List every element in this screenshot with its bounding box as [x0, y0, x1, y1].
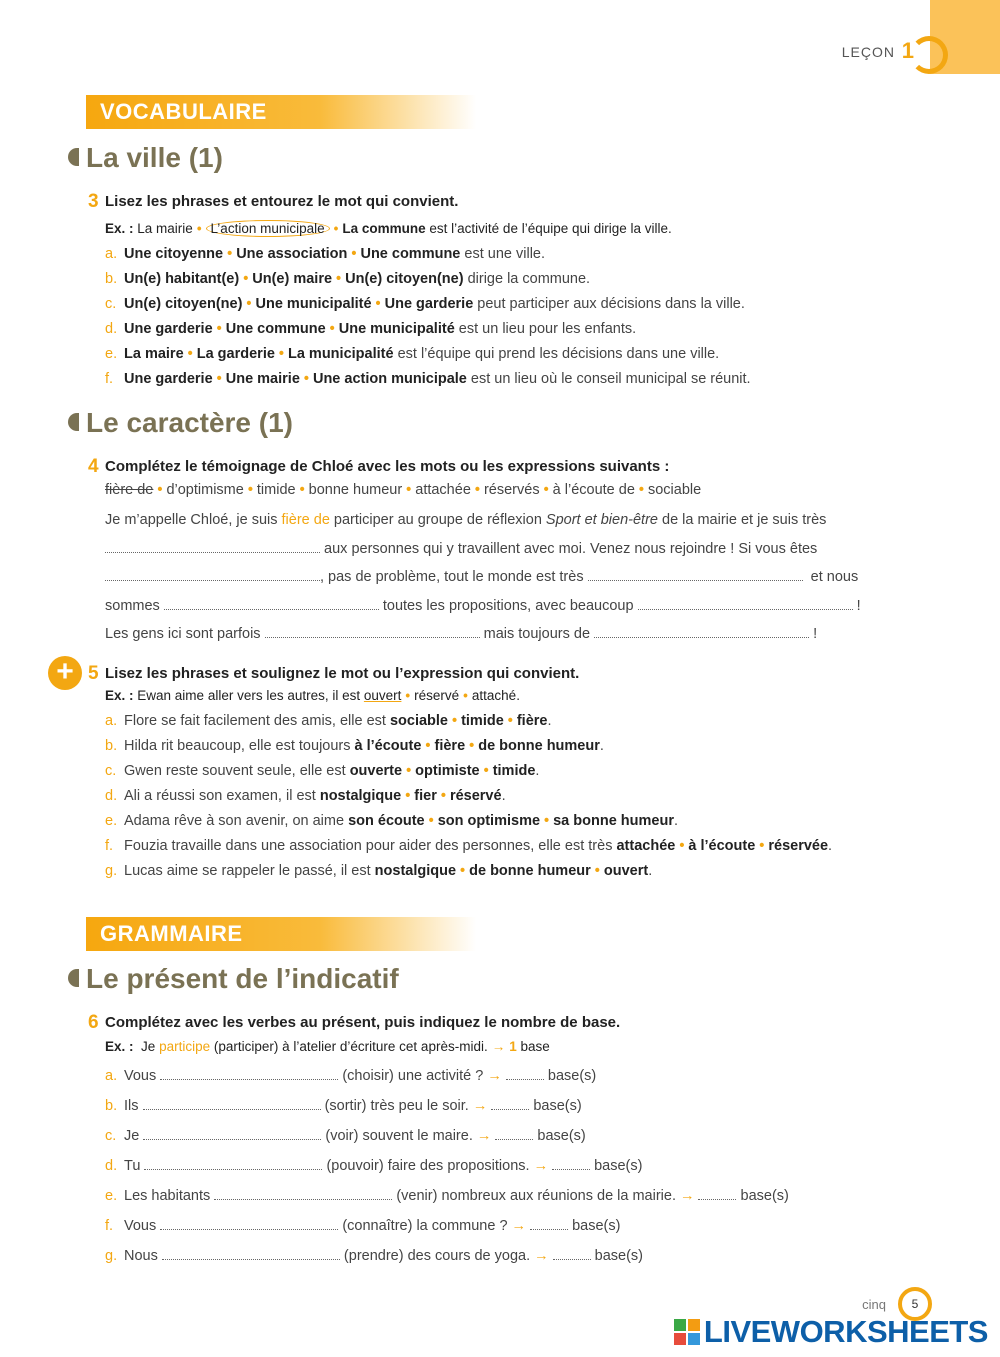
- blank-input[interactable]: [638, 598, 853, 610]
- option[interactable]: Un(e) citoyen(ne): [124, 296, 243, 312]
- option[interactable]: Une mairie: [225, 371, 300, 387]
- exercise-number: 5: [88, 663, 99, 684]
- list-item: b. Ils (sortir) très peu le soir. → base(s): [105, 1098, 582, 1114]
- list-item: e. Adama rêve à son avenir, on aime son écoute • son optimisme • sa bonne humeur.: [105, 813, 678, 829]
- verb-input[interactable]: [144, 1158, 322, 1170]
- list-item: d. Ali a réussi son examen, il est nostalgique • fier • réservé.: [105, 788, 506, 804]
- half-circle-icon: [68, 413, 79, 431]
- text-line: , pas de problème, tout le monde est très et nous: [105, 569, 858, 585]
- option[interactable]: Une citoyenne: [124, 246, 224, 262]
- option[interactable]: à l’écoute: [354, 738, 422, 754]
- arrow-right-icon: →: [534, 1248, 549, 1264]
- list-item: f. Fouzia travaille dans une association pour aider des personnes, elle est très attachée • à l’écoute • réservée.: [105, 838, 833, 854]
- option[interactable]: Une garderie: [384, 296, 474, 312]
- option[interactable]: son écoute: [348, 813, 425, 829]
- blank-input[interactable]: [164, 598, 379, 610]
- list-item: g. Nous (prendre) des cours de yoga. → base(s): [105, 1248, 643, 1264]
- liveworksheets-text: LIVEWORKSHEETS: [703, 1314, 988, 1349]
- base-count-input[interactable]: [495, 1128, 533, 1140]
- verb-input[interactable]: [162, 1248, 340, 1260]
- text-line: Je m’appelle Chloé, je suis fière de participer au groupe de réflexion Sport et bien-être de la mairie et je suis très: [105, 512, 827, 528]
- list-item: a. Une citoyenne • Une association • Une commune est une ville.: [105, 246, 546, 262]
- option[interactable]: de bonne humeur: [478, 738, 600, 754]
- base-count-input[interactable]: [491, 1098, 529, 1110]
- arrow-right-icon: →: [511, 1218, 527, 1234]
- option[interactable]: fière: [434, 738, 466, 754]
- word: attachée: [415, 482, 471, 498]
- word: bonne humeur: [308, 482, 403, 498]
- option[interactable]: sociable: [389, 713, 448, 729]
- liveworksheets-logo[interactable]: [674, 1314, 988, 1350]
- option[interactable]: Un(e) habitant(e): [124, 271, 240, 287]
- option[interactable]: réservé: [449, 788, 502, 804]
- option[interactable]: La maire: [124, 346, 184, 362]
- arrow-right-icon: →: [472, 1098, 488, 1114]
- vocabulaire-banner: VOCABULAIRE: [86, 95, 476, 129]
- list-item: b. Un(e) habitant(e) • Un(e) maire • Un(e) citoyen(ne) dirige la commune.: [105, 271, 591, 287]
- option[interactable]: Un(e) citoyen(ne): [345, 271, 464, 287]
- arrow-right-icon: →: [476, 1128, 492, 1144]
- underlined-answer: ouvert: [363, 688, 402, 703]
- option[interactable]: réservée: [768, 838, 829, 854]
- arrow-right-icon: →: [491, 1039, 506, 1054]
- base-count-input[interactable]: [553, 1248, 591, 1260]
- option[interactable]: sa bonne humeur: [553, 813, 674, 829]
- option[interactable]: timide: [492, 763, 536, 779]
- blank-input[interactable]: [105, 569, 320, 581]
- option[interactable]: ouvert: [603, 863, 649, 879]
- option[interactable]: La municipalité: [287, 346, 394, 362]
- word: d’optimisme: [166, 482, 244, 498]
- arrow-right-icon: →: [679, 1188, 695, 1204]
- blank-input[interactable]: [105, 541, 320, 553]
- base-count-input[interactable]: [530, 1218, 568, 1230]
- exercise-instruction: Complétez avec les verbes au présent, puis indiquez le nombre de base.: [105, 1014, 621, 1031]
- plus-icon: +: [48, 656, 82, 690]
- lesson-ring-icon: [910, 36, 948, 74]
- lesson-number: 1: [901, 38, 914, 63]
- option[interactable]: Une garderie: [124, 321, 213, 337]
- option[interactable]: Une association: [236, 246, 348, 262]
- page-number: 5: [898, 1287, 932, 1321]
- page-word: cinq: [862, 1297, 886, 1312]
- option[interactable]: Une municipalité: [338, 321, 455, 337]
- option[interactable]: timide: [461, 713, 504, 729]
- list-item: c. Je (voir) souvent le maire. → base(s): [105, 1128, 586, 1144]
- half-circle-icon: [68, 969, 79, 987]
- arrow-right-icon: →: [487, 1068, 502, 1084]
- list-item: c. Gwen reste souvent seule, elle est ouverte • optimiste • timide.: [105, 763, 540, 779]
- half-circle-icon: [68, 148, 79, 166]
- list-item: a. Vous (choisir) une activité ? → base(s): [105, 1068, 597, 1084]
- exercise-number: 4: [88, 456, 99, 477]
- verb-input[interactable]: [160, 1218, 338, 1230]
- option[interactable]: fier: [414, 788, 437, 804]
- list-item: b. Hilda rit beaucoup, elle est toujours à l’écoute • fière • de bonne humeur.: [105, 738, 604, 754]
- text-line: sommes toutes les propositions, avec beaucoup !: [105, 598, 861, 614]
- circled-answer: L’action municipale: [206, 220, 330, 237]
- exercise-instruction: Lisez les phrases et soulignez le mot ou l’expression qui convient.: [105, 665, 580, 682]
- blank-input[interactable]: [588, 569, 803, 581]
- word: timide: [256, 482, 296, 498]
- list-item: d. Tu (pouvoir) faire des propositions. → base(s): [105, 1158, 643, 1174]
- topic-la-ville: La ville (1): [68, 142, 223, 174]
- text-line: aux personnes qui y travaillent avec moi. Venez nous rejoindre ! Si vous êtes: [105, 541, 817, 557]
- option[interactable]: à l’écoute: [688, 838, 756, 854]
- verb-input[interactable]: [214, 1188, 392, 1200]
- option[interactable]: Une garderie: [124, 371, 213, 387]
- list-item: f. Vous (connaître) la commune ? → base(s): [105, 1218, 621, 1234]
- arrow-right-icon: →: [533, 1158, 549, 1174]
- option[interactable]: ouverte: [349, 763, 403, 779]
- exercise-number: 6: [88, 1012, 99, 1033]
- option[interactable]: Une municipalité: [255, 296, 372, 312]
- list-item: d. Une garderie • Une commune • Une municipalité est un lieu pour les enfants.: [105, 321, 637, 337]
- topic-le-caractere: Le caractère (1): [68, 407, 293, 439]
- text-line: Les gens ici sont parfois mais toujours de !: [105, 626, 818, 642]
- exercise-number: 3: [88, 191, 99, 212]
- verb-input[interactable]: [160, 1068, 338, 1080]
- word: à l’écoute de: [552, 482, 635, 498]
- base-count-input[interactable]: [552, 1158, 590, 1170]
- list-item: c. Un(e) citoyen(ne) • Une municipalité • Une garderie peut participer aux décisions dans la ville.: [105, 296, 745, 312]
- option[interactable]: optimiste: [415, 763, 480, 779]
- word: réservés: [483, 482, 540, 498]
- example-line: Ex. : La mairie • L’action municipale • La commune est l’activité de l’équipe qui dirige la ville.: [105, 221, 672, 236]
- word-bank: fière de • d’optimisme • timide • bonne humeur • attachée • réservés • à l’écoute de • sociable: [105, 482, 702, 498]
- blank-input[interactable]: [594, 626, 809, 638]
- word: sociable: [647, 482, 702, 498]
- list-item: f. Une garderie • Une mairie • Une action municipale est un lieu où le conseil municipal se réunit.: [105, 371, 751, 387]
- blank-input[interactable]: [265, 626, 480, 638]
- option[interactable]: son optimisme: [437, 813, 541, 829]
- verb-input[interactable]: [143, 1098, 321, 1110]
- word-used: fière de: [105, 482, 154, 498]
- list-item: e. La maire • La garderie • La municipalité est l’équipe qui prend les décisions dans une ville.: [105, 346, 720, 362]
- option[interactable]: fière: [516, 713, 548, 729]
- example-line: Ex. : Je participe (participer) à l’atelier d’écriture cet après-midi. → 1 base: [105, 1039, 550, 1054]
- grammaire-banner: GRAMMAIRE: [86, 917, 476, 951]
- option[interactable]: Une commune: [225, 321, 326, 337]
- list-item: e. Les habitants (venir) nombreux aux réunions de la mairie. → base(s): [105, 1188, 789, 1204]
- option[interactable]: Une commune: [360, 246, 461, 262]
- liveworksheets-icon: [674, 1319, 700, 1345]
- example-line: Ex. : Ewan aime aller vers les autres, il est ouvert • réservé • attaché.: [105, 688, 520, 703]
- lesson-label: LEÇON: [841, 44, 895, 60]
- option[interactable]: nostalgique: [319, 788, 402, 804]
- base-count-input[interactable]: [698, 1188, 736, 1200]
- verb-input[interactable]: [143, 1128, 321, 1140]
- exercise-instruction: Lisez les phrases et entourez le mot qui convient.: [105, 193, 459, 210]
- list-item: a. Flore se fait facilement des amis, elle est sociable • timide • fière.: [105, 713, 552, 729]
- list-item: g. Lucas aime se rappeler le passé, il est nostalgique • de bonne humeur • ouvert.: [105, 863, 653, 879]
- option[interactable]: attachée: [616, 838, 676, 854]
- option[interactable]: La garderie: [196, 346, 275, 362]
- option[interactable]: nostalgique: [374, 863, 457, 879]
- exercise-instruction: Complétez le témoignage de Chloé avec les mots ou les expressions suivants :: [105, 458, 670, 475]
- base-count-input[interactable]: [506, 1068, 544, 1080]
- option[interactable]: Une action municipale: [312, 371, 467, 387]
- topic-present-indicatif: Le présent de l’indicatif: [68, 963, 399, 995]
- option[interactable]: Un(e) maire: [252, 271, 333, 287]
- option[interactable]: de bonne humeur: [469, 863, 591, 879]
